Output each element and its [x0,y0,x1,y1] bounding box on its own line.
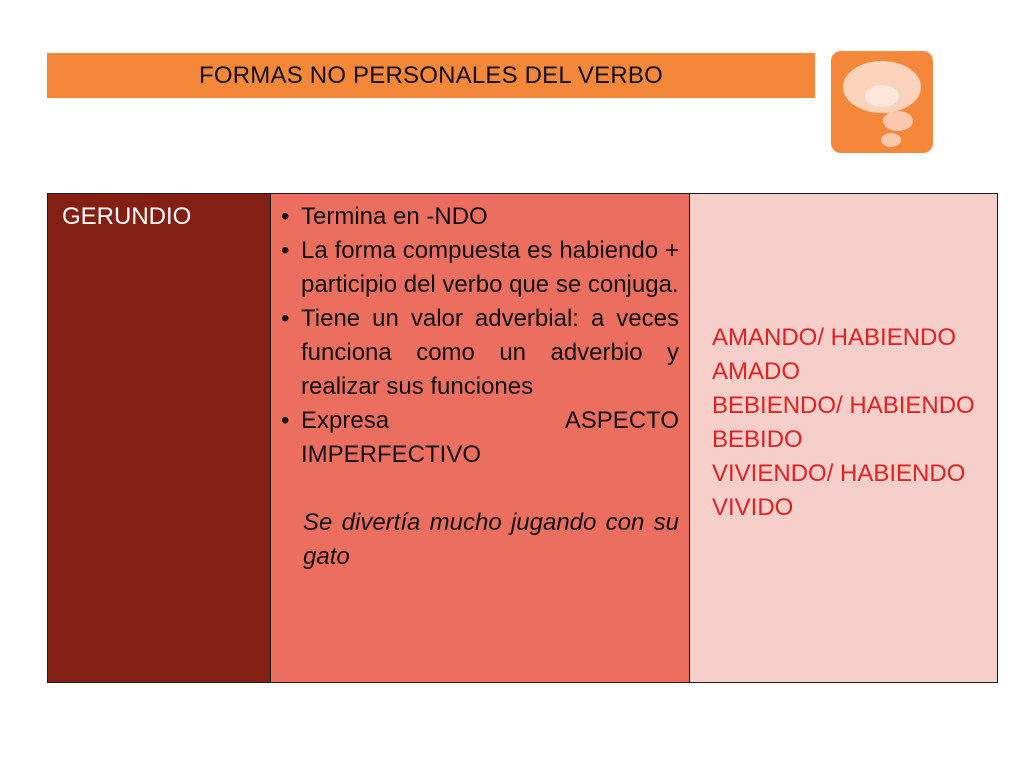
examples-cell [690,194,998,683]
title-bar [47,53,815,98]
thought-bubble-icon [831,51,933,153]
list-item: • Termina en -NDO [281,200,679,234]
examples-text: AMANDO/ HABIENDO AMADO BEBIENDO/ HABIENDO BEBIDO VIVIENDO/ HABIENDO VIVIDO [712,324,975,521]
label-cell [48,194,271,683]
example-sentence: Se divertía mucho jugando con su gato [303,509,679,570]
list-item: • Expresa ASPECTO IMPERFECTIVO [281,404,679,472]
table-row [48,194,998,683]
gerundio-label: GERUNDIO [62,203,192,230]
bubble-medium [883,111,913,131]
gerundio-table [47,193,998,683]
bubble-small [881,133,901,147]
list-item: • La forma compuesta es habiendo + participio del verbo que se conjuga. [281,234,679,302]
slide-title: FORMAS NO PERSONALES DEL VERBO [199,61,663,89]
description-cell [271,194,690,683]
bubble-large-highlight [865,85,899,107]
thought-bubble-graphic [831,51,933,153]
description-list [281,200,679,472]
list-item: • Tiene un valor adverbial: a veces funciona como un adverbio y realizar sus funciones [281,302,679,404]
